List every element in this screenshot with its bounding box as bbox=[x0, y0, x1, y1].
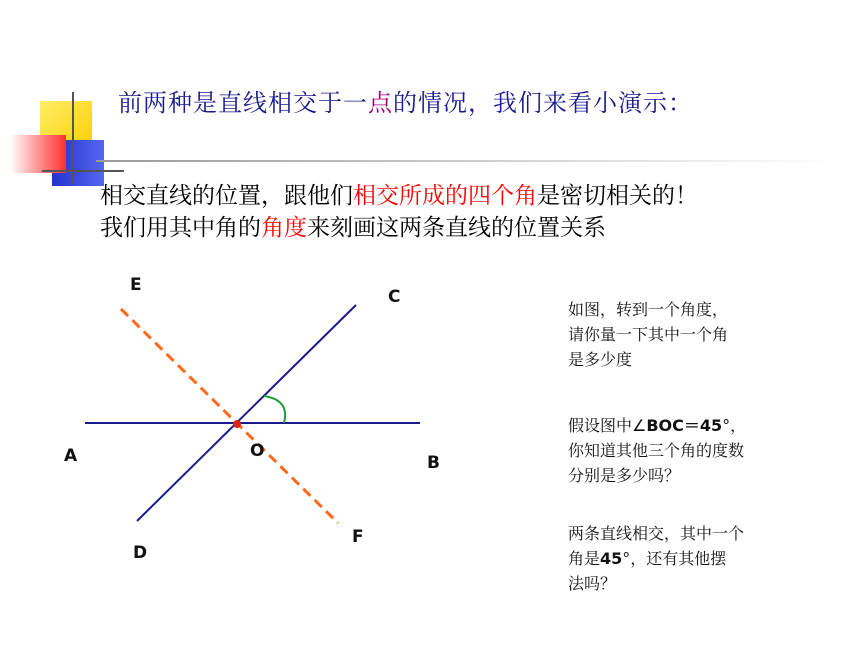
question-2-line-2: 你知道其他三个角的度数 bbox=[568, 441, 745, 460]
intro-line-2 bbox=[100, 212, 698, 244]
line-cd bbox=[137, 305, 356, 521]
title-text-before: 前两种是直线相交于一 bbox=[118, 89, 368, 117]
intro-line-1 bbox=[100, 180, 698, 212]
intro-line1-highlight: 相交所成的四个角 bbox=[353, 183, 537, 209]
angle-arc-boc bbox=[264, 396, 285, 423]
question-1-line-3: 是多少度 bbox=[568, 350, 633, 369]
question-2-angle-value: BOC＝45 bbox=[646, 416, 723, 435]
deco-horizontal-line bbox=[42, 170, 124, 172]
deco-red-block bbox=[10, 135, 66, 173]
intro-line2-highlight: 角度 bbox=[261, 215, 307, 241]
question-2-line-1-pre: 假设图中∠ bbox=[568, 416, 647, 435]
intro-line2-before: 我们用其中角的 bbox=[100, 215, 261, 241]
question-3-line-1: 两条直线相交，其中一个 bbox=[568, 524, 745, 543]
question-1-line-2: 请你量一下其中一个角 bbox=[568, 325, 729, 344]
label-o: O bbox=[250, 441, 265, 461]
label-e: E bbox=[130, 275, 142, 295]
question-2-line-1 bbox=[568, 413, 828, 438]
title-text-after: 的情况，我们来看小演示： bbox=[393, 89, 693, 117]
intro-text bbox=[100, 180, 698, 244]
question-3-angle-value: 45 bbox=[600, 549, 623, 568]
intersection-point-o bbox=[233, 420, 241, 428]
intro-line2-after: 来刻画这两条直线的位置关系 bbox=[307, 215, 606, 241]
intersecting-lines-diagram bbox=[0, 260, 500, 590]
question-3-line-3: 法吗？ bbox=[568, 574, 617, 593]
question-2 bbox=[568, 413, 828, 488]
question-3-line-2-pre: 角是 bbox=[568, 549, 601, 568]
question-1 bbox=[568, 297, 828, 372]
line-ef-dashed bbox=[121, 309, 338, 523]
question-3-line-2-post: °，还有其他摆 bbox=[622, 549, 727, 568]
question-1-line-1: 如图，转到一个角度， bbox=[568, 300, 729, 319]
intro-line1-before: 相交直线的位置，跟他们 bbox=[100, 183, 353, 209]
question-3-line-2 bbox=[568, 546, 828, 571]
intro-line1-after: 是密切相关的！ bbox=[537, 183, 698, 209]
label-c: C bbox=[388, 287, 401, 307]
question-3 bbox=[568, 521, 828, 596]
title-divider bbox=[96, 160, 836, 162]
question-2-line-3: 分别是多少吗？ bbox=[568, 466, 681, 485]
label-b: B bbox=[427, 453, 440, 473]
slide-title bbox=[118, 83, 693, 118]
label-a: A bbox=[64, 446, 78, 466]
label-f: F bbox=[352, 527, 364, 547]
title-highlight: 点 bbox=[368, 89, 393, 117]
label-d: D bbox=[133, 543, 148, 563]
question-2-line-1-post: °， bbox=[722, 416, 747, 435]
